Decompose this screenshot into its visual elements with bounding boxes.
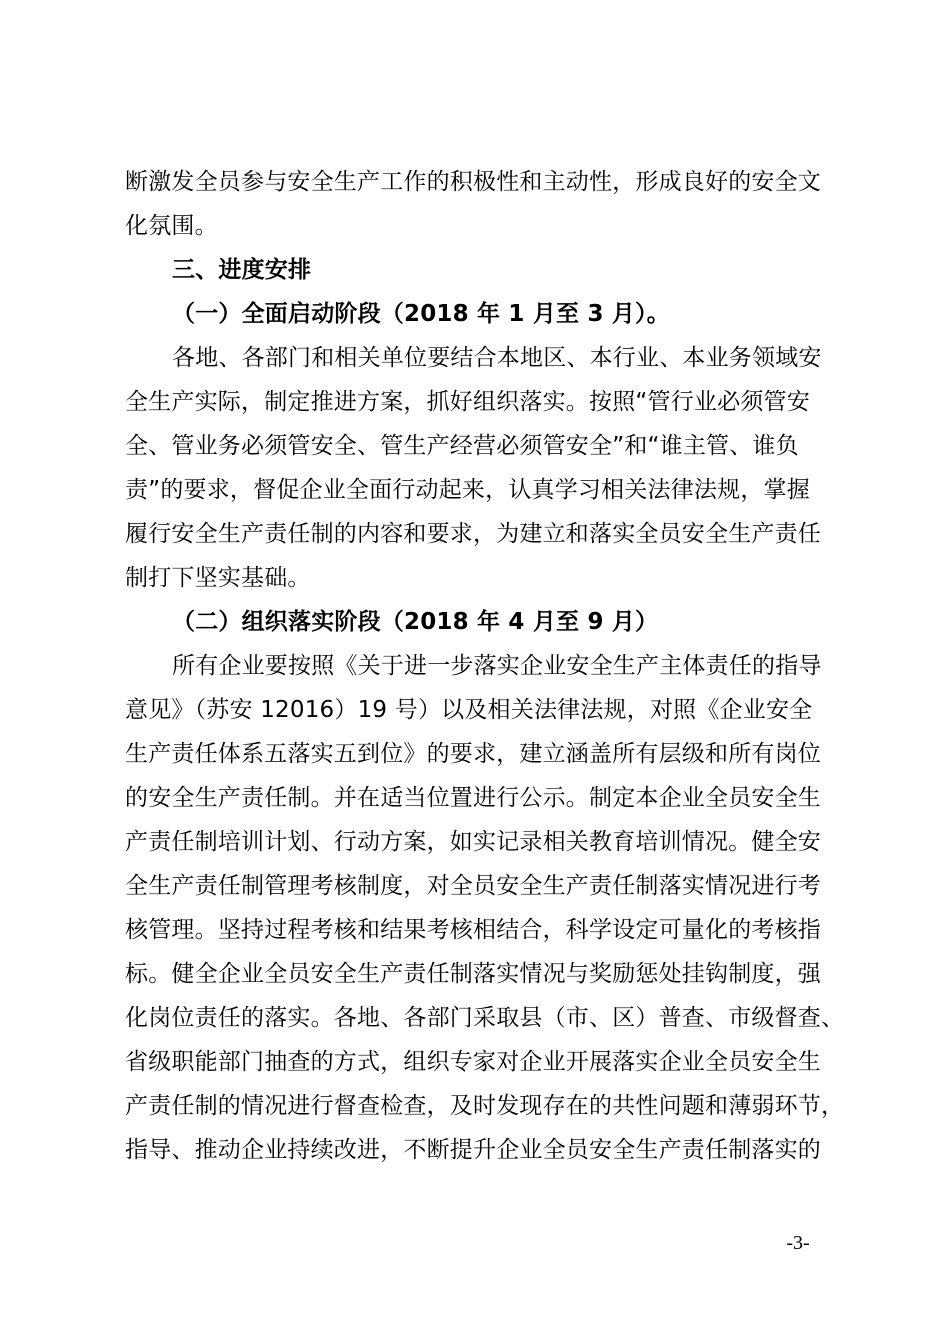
body-text-line: 所有企业要按照《关于进一步落实企业安全生产主体责任的指导 xyxy=(172,653,822,679)
body-text-line: 核管理。坚持过程考核和结果考核相结合，科学设定可量化的考核指 xyxy=(125,917,821,943)
body-text-line: 意见》（苏安 12016）19 号）以及相关法律法规，对照《企业安全 xyxy=(125,697,813,723)
body-text-line: 制打下坚实基础。 xyxy=(125,565,311,591)
body-text-line: 标。健全企业全员安全生产责任制落实情况与奖励惩处挂钩制度，强 xyxy=(125,961,821,987)
subsection-heading: （一）全面启动阶段（2018 年 1 月至 3 月）。 xyxy=(172,301,670,327)
section-heading: 三、进度安排 xyxy=(172,257,312,283)
body-text-line: 各地、各部门和相关单位要结合本地区、本行业、本业务领域安 xyxy=(172,345,822,371)
body-text-line: 化岗位责任的落实。各地、各部门采取县（市、区）普查、市级督查、 xyxy=(125,1005,845,1031)
body-text-line: 断激发全员参与安全生产工作的积极性和主动性，形成良好的安全文 xyxy=(125,169,821,195)
subsection-heading: （二）组织落实阶段（2018 年 4 月至 9 月） xyxy=(172,609,659,635)
body-text-line: 产责任制培训计划、行动方案，如实记录相关教育培训情况。健全安 xyxy=(125,829,821,855)
body-text-line: 省级职能部门抽查的方式，组织专家对企业开展落实企业全员安全生 xyxy=(125,1049,821,1075)
body-text-line: 全生产实际，制定推进方案，抓好组织落实。按照“管行业必须管安 xyxy=(125,389,810,415)
body-text-line: 全、管业务必须管安全、管生产经营必须管安全”和“谁主管、谁负 xyxy=(125,433,799,459)
body-text-line: 产责任制的情况进行督查检查，及时发现存在的共性问题和薄弱环节， xyxy=(125,1093,845,1119)
page-number: -3- xyxy=(786,1232,810,1254)
body-text-line: 化氛围。 xyxy=(125,213,218,239)
body-text-line: 的安全生产责任制。并在适当位置进行公示。制定本企业全员安全生 xyxy=(125,785,821,811)
body-text-line: 履行安全生产责任制的内容和要求，为建立和落实全员安全生产责任 xyxy=(125,521,821,547)
body-text-line: 责”的要求，督促企业全面行动起来，认真学习相关法律法规，掌握 xyxy=(125,477,810,503)
body-text-line: 指导、推动企业持续改进，不断提升企业全员安全生产责任制落实的 xyxy=(125,1137,821,1163)
body-text-line: 全生产责任制管理考核制度，对全员安全生产责任制落实情况进行考 xyxy=(125,873,821,899)
body-text-line: 生产责任体系五落实五到位》的要求，建立涵盖所有层级和所有岗位 xyxy=(125,741,821,767)
